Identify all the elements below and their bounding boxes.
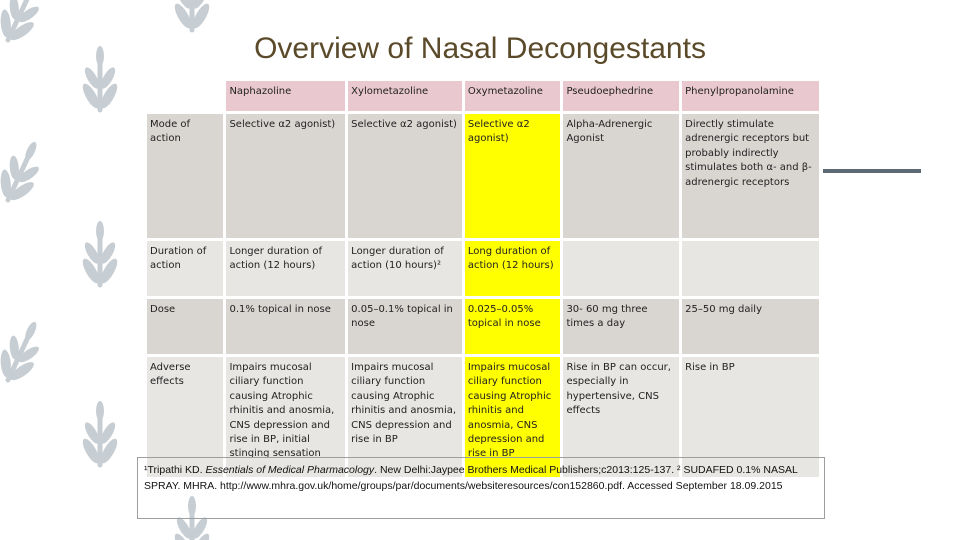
table-cell: Rise in BP bbox=[682, 357, 819, 477]
column-header-xylometazoline: Xylometazoline bbox=[348, 81, 462, 111]
table-cell: 25–50 mg daily bbox=[682, 299, 819, 354]
row-header: Dose bbox=[147, 299, 223, 354]
table-cell: Rise in BP can occur, especially in hypertensive, CNS effects bbox=[563, 357, 679, 477]
table-row bbox=[147, 114, 819, 238]
table-cell: Selective α2 agonist) bbox=[348, 114, 462, 238]
row-header: Mode of action bbox=[147, 114, 223, 238]
row-header: Adverse effects bbox=[147, 357, 223, 477]
table-cell-highlighted: Impairs mucosal ciliary function causing Atrophic rhinitis and anosmia, CNS depression and rise in BP bbox=[465, 357, 561, 477]
table-corner-cell bbox=[147, 81, 223, 111]
footnote-references bbox=[137, 457, 825, 519]
column-header-oxymetazoline: Oxymetazoline bbox=[465, 81, 561, 111]
table-row bbox=[147, 241, 819, 296]
footnote-ref1-prefix: ¹Tripathi KD. bbox=[144, 464, 206, 476]
table-cell: Impairs mucosal ciliary function causing Atrophic rhinitis and anosmia, CNS depression and rise in BP bbox=[348, 357, 462, 477]
row-header: Duration of action bbox=[147, 241, 223, 296]
table-cell: 30- 60 mg three times a day bbox=[563, 299, 679, 354]
table-cell: Alpha-Adrenergic Agonist bbox=[563, 114, 679, 238]
column-header-naphazoline: Naphazoline bbox=[226, 81, 345, 111]
footnote-ref-rest: . New Delhi:Jaypee Brothers Medical Publishers;c2013:125-137. ² SUDAFED 0.1% NASAL SPRAY. MHRA. http://www.mhra.gov.uk/home/groups/par/documents/websiteresources/con152860.pdf. Accessed September 18.09.2015 bbox=[144, 464, 798, 492]
column-header-pseudoephedrine: Pseudoephedrine bbox=[563, 81, 679, 111]
table-cell: Longer duration of action (12 hours) bbox=[226, 241, 345, 296]
table-header-row bbox=[147, 81, 819, 111]
table-row bbox=[147, 299, 819, 354]
table-cell-highlighted: Long duration of action (12 hours) bbox=[465, 241, 561, 296]
table-cell: Impairs mucosal ciliary function causing Atrophic rhinitis and anosmia, CNS depression and rise in BP, initial stinging sensation bbox=[226, 357, 345, 477]
table-cell bbox=[682, 241, 819, 296]
decongestant-table bbox=[144, 78, 822, 480]
table-cell: 0.05–0.1% topical in nose bbox=[348, 299, 462, 354]
table-cell-highlighted: Selective α2 agonist) bbox=[465, 114, 561, 238]
table-cell: Directly stimulate adrenergic receptors but probably indirectly stimulates both α- and β-adrenergic receptors bbox=[682, 114, 819, 238]
footnote-book-title: Essentials of Medical Pharmacology bbox=[205, 464, 375, 476]
table-cell: Longer duration of action (10 hours)² bbox=[348, 241, 462, 296]
table-cell: Selective α2 agonist) bbox=[226, 114, 345, 238]
table-cell: 0.1% topical in nose bbox=[226, 299, 345, 354]
table-cell-highlighted: 0.025–0.05% topical in nose bbox=[465, 299, 561, 354]
page-title: Overview of Nasal Decongestants bbox=[254, 32, 706, 65]
column-header-phenylpropanolamine: Phenylpropanolamine bbox=[682, 81, 819, 111]
accent-bar bbox=[823, 169, 921, 173]
table-cell bbox=[563, 241, 679, 296]
